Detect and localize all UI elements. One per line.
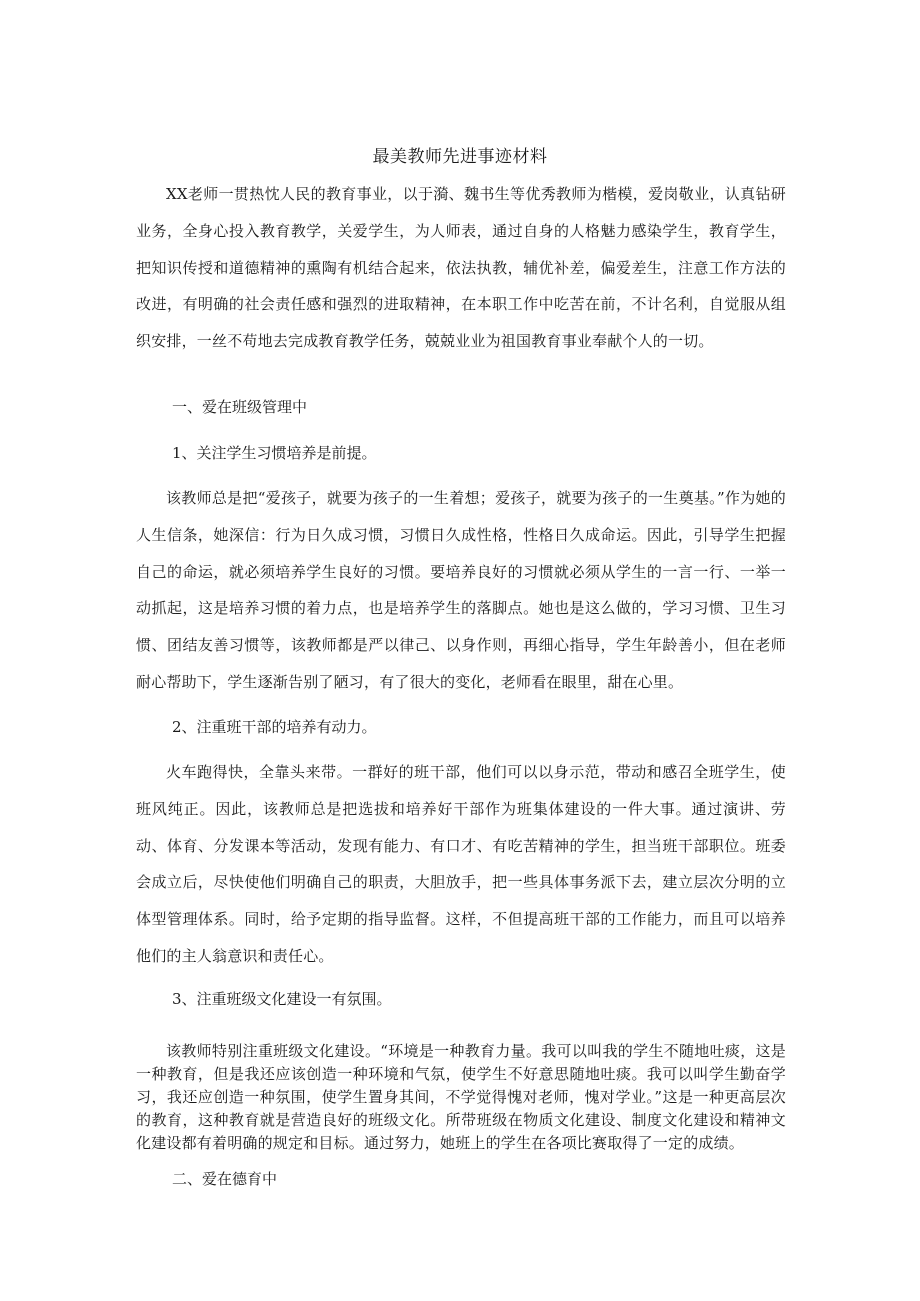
subsection-1-paragraph: 该教师总是把“爱孩子，就要为孩子的一生着想；爱孩子，就要为孩子的一生奠基。”作为她的人生信条，她深信：行为日久成习惯，习惯日久成性格，性格日久成命运。因此，引导学生把握自己的命运，就必须培养学生良好的习惯。要培养良好的习惯就必须从学生的一言一行、一举一动抓起，这是培养习惯的着力点，也是培养学生的落脚点。她也是这么做的，学习习惯、卫生习惯、团结友善习惯等，该教师都是严以律己、以身作则，再细心指导，学生年龄善小，但在老师耐心帮助下，学生逐渐告别了陋习，有了很大的变化，老师看在眼里，甜在心里。 <box>136 489 786 691</box>
section-heading-1: 一、爱在班级管理中 <box>172 398 308 416</box>
intro-paragraph: XX老师一贯热忱人民的教育事业，以于漪、魏书生等优秀教师为楷模，爱岗敬业，认真钻研业务，全身心投入教育教学，关爱学生，为人师表，通过自身的人格魅力感染学生，教育学生，把知识传授和道德精神的熏陶有机结合起来，依法执教，辅优补差，偏爱差生，注意工作方法的改进，有明确的社会责任感和强烈的进取精神，在本职工作中吃苦在前，不计名利，自觉服从组织安排，一丝不苟地去完成教育教学任务，兢兢业业为祖国教育事业奉献个人的一切。 <box>136 185 786 351</box>
subsection-heading-1: 1、关注学生习惯培养是前提。 <box>172 444 377 462</box>
section-heading-2: 二、爱在德育中 <box>172 1170 278 1188</box>
document-title: 最美教师先进事迹材料 <box>372 147 548 167</box>
subsection-2-paragraph: 火车跑得快，全靠头来带。一群好的班干部，他们可以以身示范，带动和感召全班学生，使班风纯正。因此，该教师总是把选拔和培养好干部作为班集体建设的一件大事。通过演讲、劳动、体育、分发课本等活动，发现有能力、有口才、有吃苦精神的学生，担当班干部职位。班委会成立后，尽快使他们明确自己的职责，大胆放手，把一些具体事务派下去，建立层次分明的立体型管理体系。同时，给予定期的指导监督。这样，不但提高班干部的工作能力，而且可以培养他们的主人翁意识和责任心。 <box>136 763 786 965</box>
subsection-heading-2: 2、注重班干部的培养有动力。 <box>172 718 377 736</box>
subsection-heading-3: 3、注重班级文化建设一有氛围。 <box>172 990 392 1008</box>
subsection-3-paragraph: 该教师特别注重班级文化建设。“环境是一种教育力量。我可以叫我的学生不随地吐痰，这是一种教育，但是我还应该创造一种环境和气氛，使学生不好意思随地吐痰。我可以叫学生勤奋学习，我还应创造一种氛围，使学生置身其间，不学觉得愧对老师，愧对学业。”这是一种更高层次的教育，这种教育就是营造良好的班级文化。所带班级在物质文化建设、制度文化建设和精神文化建设都有着明确的规定和目标。通过努力，她班上的学生在各项比赛取得了一定的成绩。 <box>136 1042 786 1152</box>
